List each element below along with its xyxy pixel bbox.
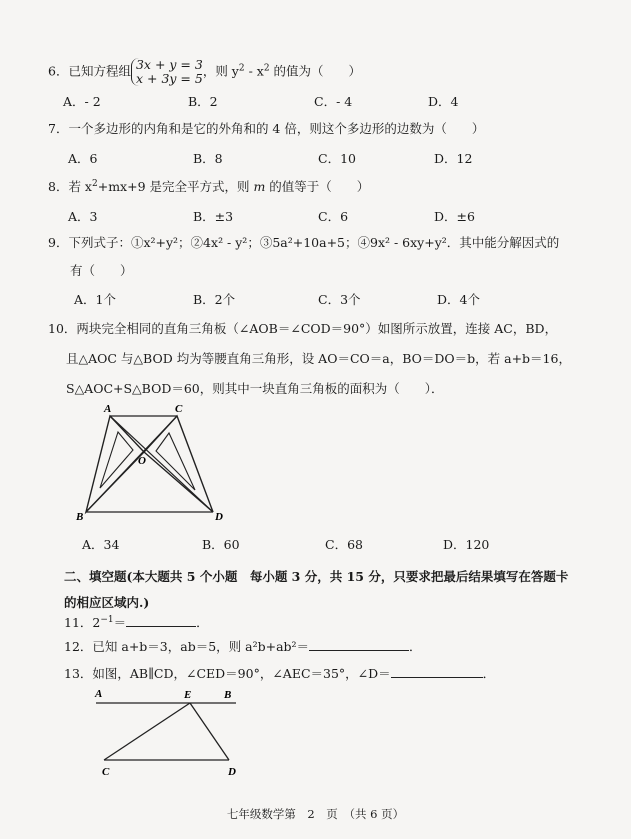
q8-option-d: D．±6	[434, 209, 475, 224]
q7-option-c: C．10	[318, 151, 356, 166]
q10-option-c: C．68	[325, 537, 363, 552]
q10-option-b: B．60	[202, 537, 240, 552]
q10-label-o: O	[138, 455, 146, 467]
q13-answer-blank[interactable]	[391, 665, 483, 678]
q7-stem: 7．一个多边形的内角和是它的外角和的 4 倍，则这个多边形的边数为（ ）	[48, 121, 485, 136]
q10-stem-line2: 且△AOC 与△BOD 均为等腰直角三角形，设 AO＝CO＝a，BO＝DO＝b，若 a+b＝16，	[66, 351, 571, 366]
q10-label-d: D	[215, 511, 223, 523]
q10-label-a: A	[104, 403, 112, 415]
q7-option-b: B．8	[193, 151, 223, 166]
q13-figure-parallel-lines	[88, 686, 248, 778]
q8-stem: 8．若 $x^2+mx+9$ 是完全平方式，则 m 的值等于（ ）	[48, 178, 370, 194]
section2-heading-line2: 的相应区域内.)	[64, 595, 150, 610]
q10-label-c: C	[175, 403, 183, 415]
q12-stem: 12．已知 a+b＝3，ab＝5，则 a²b+ab²＝ ．	[64, 639, 422, 654]
q10-stem-line1: 10．两块完全相同的直角三角板（∠AOB＝∠COD＝90°）如图所示放置，连接 AC，BD，	[48, 321, 558, 336]
q6-option-c: C．- 4	[314, 94, 353, 109]
q13-label-b: B	[224, 689, 232, 701]
q7-option-d: D．12	[434, 151, 473, 166]
q9-option-a: A．1个	[74, 292, 116, 307]
q10-option-d: D．120	[443, 537, 490, 552]
q10-stem-line3: S△AOC+S△BOD＝60，则其中一块直角三角板的面积为（ ）．	[66, 381, 444, 396]
q9-stem-line1: 9．下列式子：①x²+y²；②4x² - y²；③5a²+10a+5；④9x² - 6xy+y²．其中能分解因式的	[48, 235, 560, 250]
q13-label-d: D	[228, 766, 236, 778]
q8-option-a: A．3	[68, 209, 98, 224]
q11-stem: 11．$2^{-1}=$ ．	[64, 614, 209, 630]
q9-option-b: B．2个	[193, 292, 236, 307]
q8-option-b: B．±3	[193, 209, 234, 224]
q13-label-a: A	[95, 688, 103, 700]
q6-option-b: B．2	[188, 94, 218, 109]
q10-option-a: A．34	[82, 537, 120, 552]
q8-option-c: C．6	[318, 209, 349, 224]
q13-stem: 13．如图，AB∥CD，∠CED＝90°，∠AEC＝35°，∠D＝ ．	[64, 666, 496, 681]
equation-system: 3x + y = 3 x + 3y = 5	[131, 58, 203, 86]
section2-heading-line1: 二、填空题(本大题共 5 个小题 每小题 3 分，共 15 分，只要求把最后结果填写在答题卡	[64, 569, 569, 584]
q12-answer-blank[interactable]	[309, 638, 409, 651]
q6-option-d: D．4	[428, 94, 459, 109]
q9-stem-line2: 有（ ）	[70, 263, 133, 278]
q10-label-b: B	[76, 511, 84, 523]
q9-option-c: C．3个	[318, 292, 361, 307]
page-footer: 七年级数学第 2 页 （共 6 页）	[226, 807, 405, 821]
q6-option-a: A．- 2	[63, 94, 101, 109]
q10-figure-two-triangles	[70, 402, 230, 527]
q13-label-c: C	[102, 766, 110, 778]
q7-option-a: A．6	[68, 151, 98, 166]
q11-answer-blank[interactable]	[126, 614, 196, 627]
q6-stem: 6．已知方程组 3x + y = 3 x + 3y = 5，则 $y^2 - x^2$ 的值为（ ）	[48, 57, 362, 86]
q13-label-e: E	[184, 689, 192, 701]
q9-option-d: D．4个	[437, 292, 480, 307]
